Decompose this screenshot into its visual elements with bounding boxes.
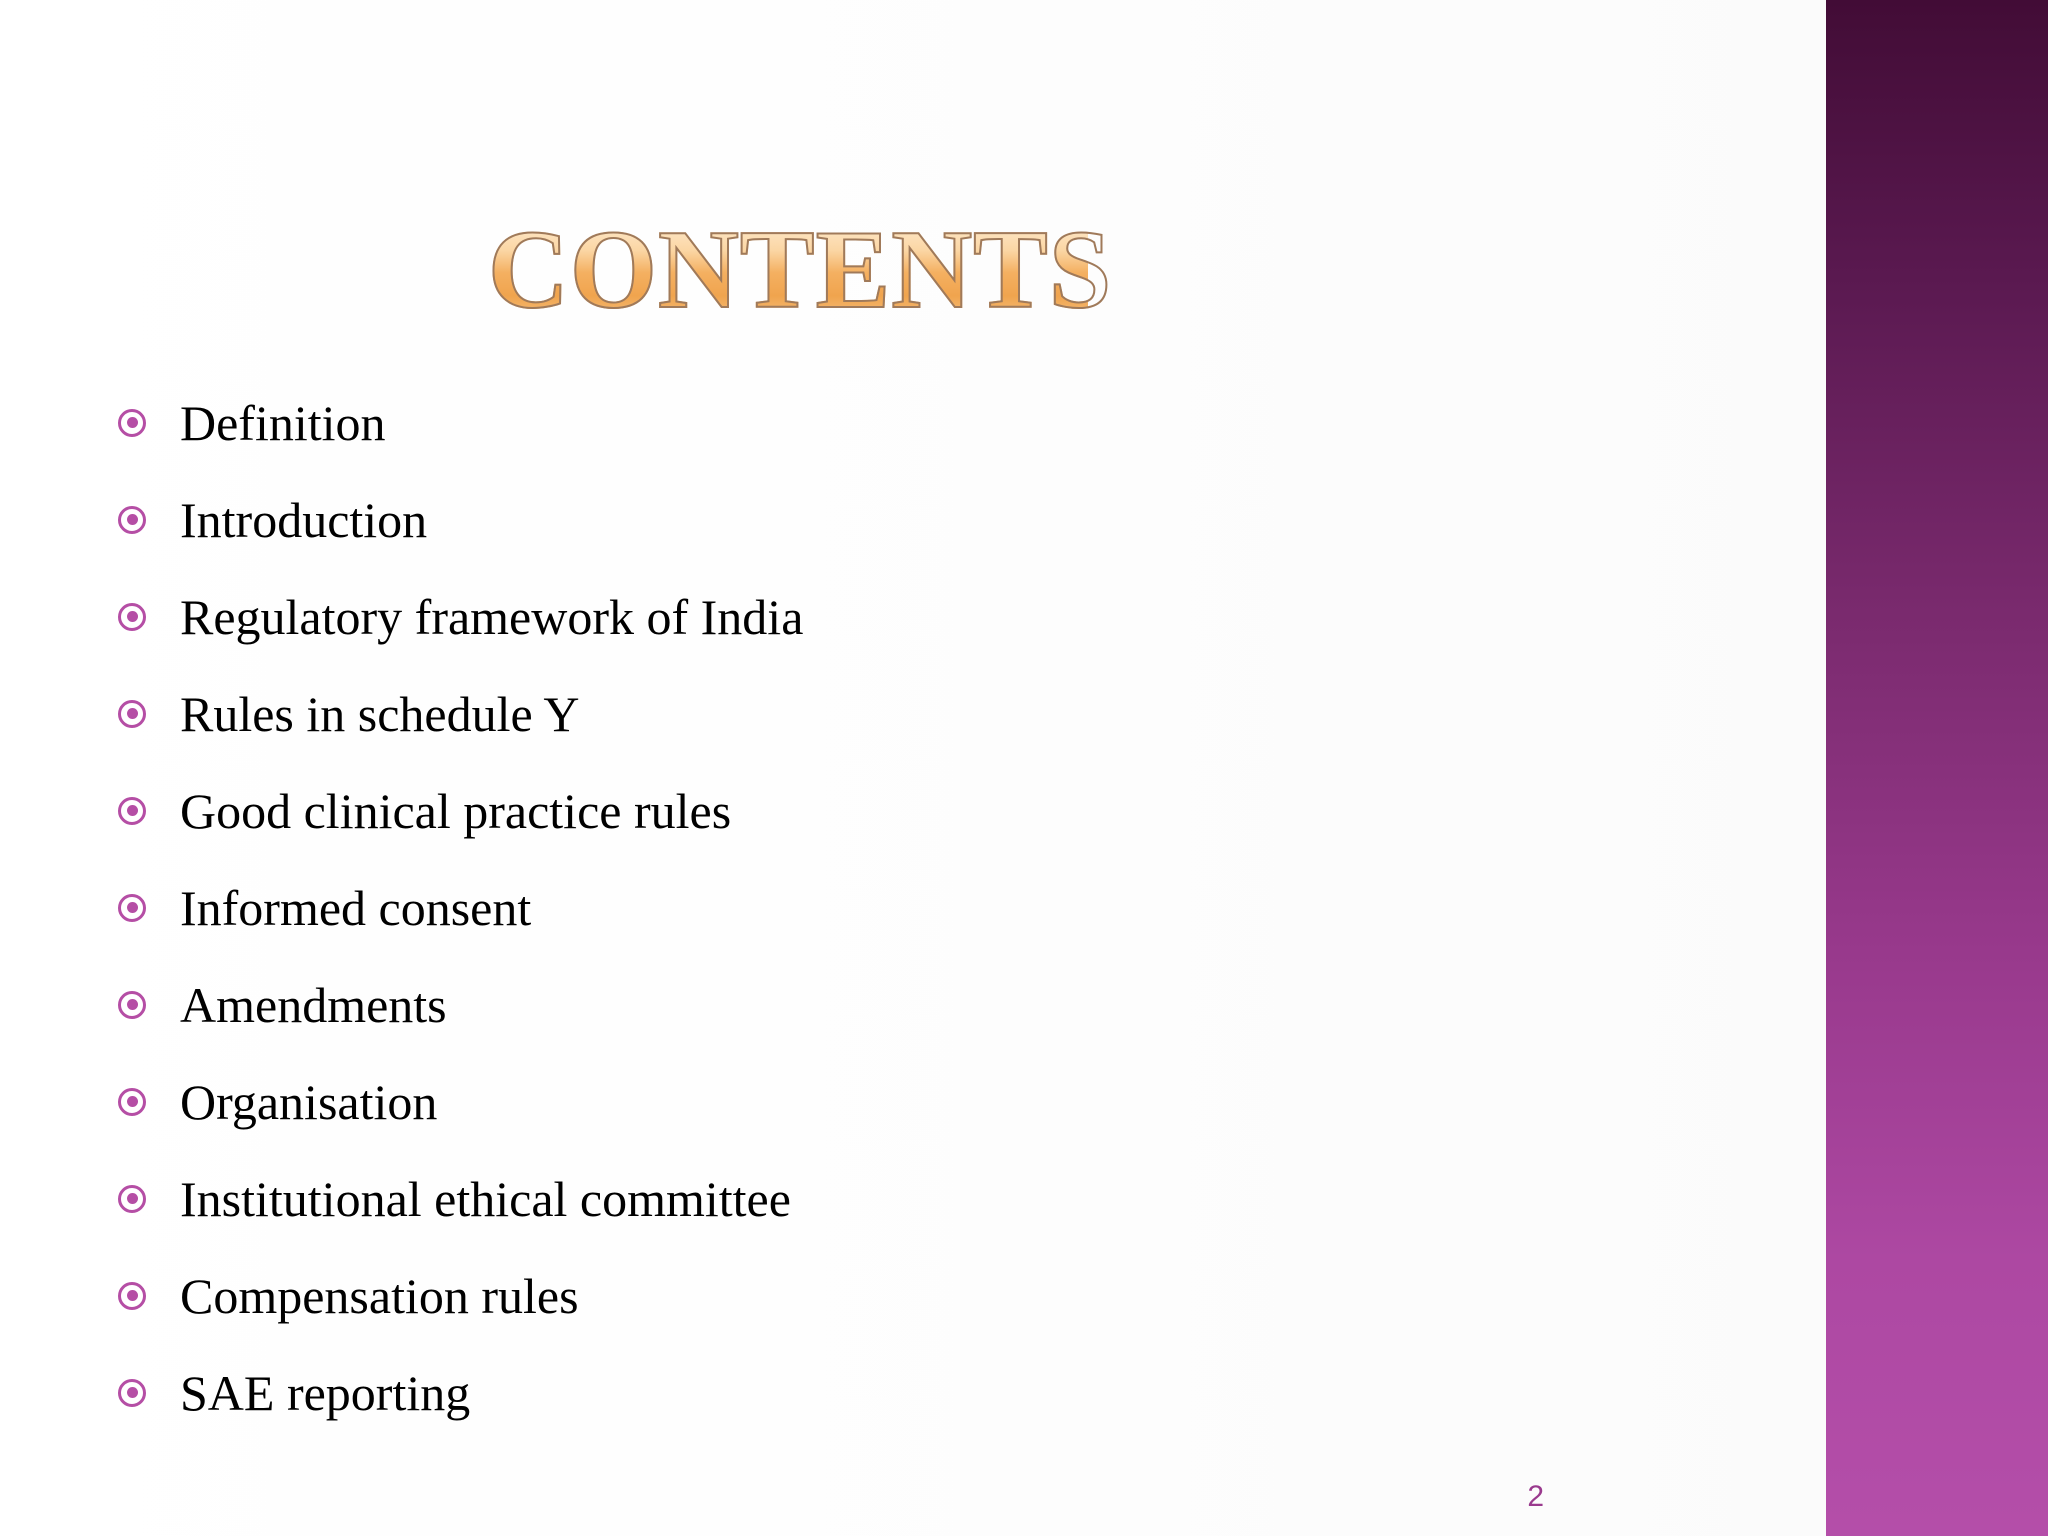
list-item-label: Rules in schedule Y	[180, 685, 580, 742]
circled-dot-bullet-icon	[118, 797, 146, 825]
list-item-label: Definition	[180, 394, 386, 451]
circled-dot-bullet-icon	[118, 1088, 146, 1116]
list-item-label: Compensation rules	[180, 1267, 579, 1324]
list-item-label: Institutional ethical committee	[180, 1170, 791, 1227]
list-item-label: Good clinical practice rules	[180, 782, 732, 839]
list-item-label: Regulatory framework of India	[180, 588, 804, 645]
list-item	[118, 665, 803, 762]
decorative-side-band	[1826, 0, 2048, 1536]
circled-dot-bullet-icon	[118, 506, 146, 534]
slide-title: CONTENTS	[488, 205, 1088, 335]
list-item	[118, 1247, 803, 1344]
circled-dot-bullet-icon	[118, 894, 146, 922]
list-item-label: SAE reporting	[180, 1364, 471, 1421]
list-item-label: Introduction	[180, 491, 428, 548]
list-item	[118, 1344, 803, 1441]
circled-dot-bullet-icon	[118, 409, 146, 437]
list-item	[118, 1150, 803, 1247]
list-item	[118, 471, 803, 568]
list-item	[118, 374, 803, 471]
contents-list	[118, 374, 803, 1441]
circled-dot-bullet-icon	[118, 991, 146, 1019]
circled-dot-bullet-icon	[118, 603, 146, 631]
circled-dot-bullet-icon	[118, 1379, 146, 1407]
list-item	[118, 1053, 803, 1150]
list-item	[118, 859, 803, 956]
circled-dot-bullet-icon	[118, 1185, 146, 1213]
list-item-label: Organisation	[180, 1073, 438, 1130]
list-item-label: Informed consent	[180, 879, 532, 936]
list-item	[118, 762, 803, 859]
circled-dot-bullet-icon	[118, 1282, 146, 1310]
circled-dot-bullet-icon	[118, 700, 146, 728]
list-item	[118, 956, 803, 1053]
list-item-label: Amendments	[180, 976, 447, 1033]
list-item	[118, 568, 803, 665]
page-number: 2	[1527, 1480, 1544, 1513]
